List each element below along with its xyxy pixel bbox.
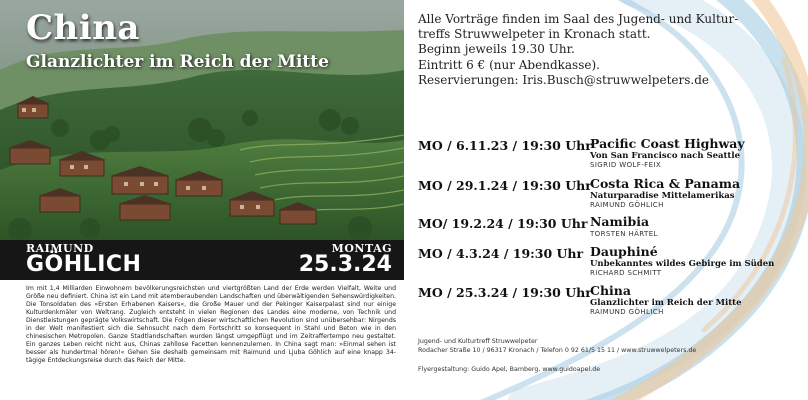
event-item-title: China: [590, 283, 631, 298]
venue-info-line: Alle Vorträge finden im Saal des Jugend- und Kultur-: [418, 12, 739, 26]
event-item-subtitle: Naturparadise Mittelamerikas: [590, 191, 735, 201]
venue-info-line: treffs Struwwelpeter in Kronach statt.: [418, 27, 651, 42]
event-item-date: MO / 4.3.24 / 19:30 Uhr: [418, 246, 584, 261]
event-item-title: Costa Rica & Panama: [590, 176, 741, 191]
event-item-date: MO / 25.3.24 / 19:30 Uhr: [418, 285, 592, 300]
speaker-last-name: GÖHLICH: [26, 252, 142, 277]
event-item: [418, 244, 798, 278]
event-date: 25.3.24: [298, 252, 392, 277]
event-item-subtitle: Von San Francisco nach Seattle: [590, 151, 740, 161]
footer-address: [418, 338, 696, 355]
event-item-speaker: RICHARD SCHMITT: [590, 269, 662, 277]
event-item-subtitle: Unbekanntes wildes Gebirge im Süden: [590, 259, 775, 269]
program-panel: [404, 0, 808, 400]
event-weekday: MONTAG: [331, 242, 392, 255]
event-item-date: MO / 29.1.24 / 19:30 Uhr: [418, 178, 592, 193]
event-item-date: MO/ 19.2.24 / 19:30 Uhr: [418, 216, 588, 231]
event-description: Im mit 1,4 Milliarden Einwohnern bevölkerungsreichsten und viertgrößten Land der Erde werden Vielfalt, Weite und Größe neu definiert. China ist ein Land mit atemberaubenden Landschaften und überwältigenden Sehenswürdigkeiten. Die Tonsoldaten des »Ersten Erhabenen Kaisers«, die Große Mauer und der Pekinger Kaiserpalast sind nur einige Kulturdenkmäler von Weltrang. Zugleich entsteht in vielen Regionen des Landes eine moderne, von Technik und Dienstleistungen geprägte Volkswirtschaft. Die Folgen dieser wirtschaftlichen Revolution sind unübersehbar: Nirgends in der Welt manifestiert sich die Sehnsucht nach dem Fortschritt so konsequent in Stahl und Beton wie in den chinesischen Metropolen. Ganze Stadtlandschaften wurden längst umgepflügt und im Zeitraffertempo neu gestaltet. Ein ganzes Leben reicht nicht aus, Chinas zahllose Facetten kennenzulernen. In China sagt man: »Einmal sehen ist besser als hundertmal hören!« Gehen Sie deshalb gemeinsam mit Raimund und Ljuba Göhlich auf eine knapp 34-tägige Entdeckungsreise durch das Reich der Mitte.: [26, 285, 396, 365]
design-credit: Flyergestaltung: Guido Apel, Bamberg, www.guidoapel.de: [418, 366, 601, 373]
venue-info: [418, 12, 738, 88]
event-item-date: MO / 6.11.23 / 19:30 Uhr: [418, 138, 592, 153]
event-item-title: Dauphiné: [590, 244, 658, 259]
speaker-date-bar: [0, 240, 404, 280]
event-item: [418, 283, 798, 317]
footer-contact: Rodacher Straße 10 / 96317 Kronach / Telefon 0 92 61/5 15 11 / www.struwwelpeters.de: [418, 346, 697, 354]
page-title: China: [26, 8, 140, 48]
event-item-speaker: SIGRID WOLF-FEIX: [590, 161, 662, 169]
venue-info-line: Eintritt 6 € (nur Abendkasse).: [418, 57, 600, 72]
event-item-subtitle: Glanzlichter im Reich der Mitte: [590, 298, 742, 308]
event-item-speaker: RAIMUND GÖHLICH: [590, 308, 664, 316]
event-item-title: Pacific Coast Highway: [590, 136, 745, 151]
reservation-line: Reservierungen: Iris.Busch@struwwelpeters.de: [418, 72, 709, 87]
event-item-speaker: RAIMUND GÖHLICH: [590, 201, 664, 209]
event-item-speaker: TORSTEN HÄRTEL: [590, 230, 658, 238]
event-item-title: Namibia: [590, 214, 650, 229]
speaker-first-name: RAIMUND: [26, 242, 94, 255]
page-subtitle: Glanzlichter im Reich der Mitte: [26, 52, 329, 72]
venue-info-line: Beginn jeweils 19.30 Uhr.: [418, 42, 575, 57]
event-item: [418, 136, 798, 170]
footer-org: Jugend- und Kulturtreff Struwwelpeter: [418, 338, 538, 345]
event-item: [418, 176, 798, 210]
event-item: [418, 214, 798, 248]
